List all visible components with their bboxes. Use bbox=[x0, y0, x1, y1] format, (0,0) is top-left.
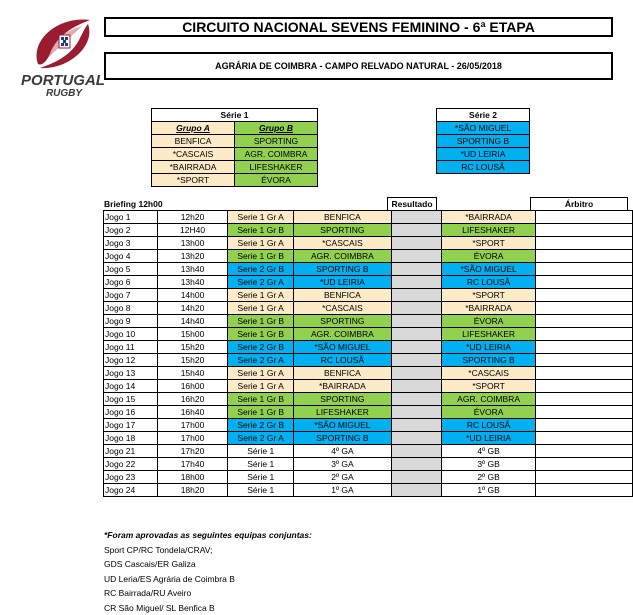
result-cell[interactable] bbox=[391, 367, 441, 380]
game-serie: Série 1 bbox=[228, 445, 294, 458]
joint-teams-notes bbox=[104, 528, 312, 615]
group-a-header: Grupo A bbox=[152, 122, 235, 135]
result-cell[interactable] bbox=[391, 393, 441, 406]
venue-subtitle: AGRÁRIA DE COIMBRA - CAMPO RELVADO NATURAL - 26/05/2018 bbox=[104, 52, 613, 80]
group-b-header: Grupo B bbox=[235, 122, 318, 135]
games-schedule-table bbox=[103, 210, 633, 497]
referee-cell[interactable] bbox=[535, 445, 632, 458]
group-a-team: *CASCAIS bbox=[152, 148, 235, 161]
game-number: Jogo 24 bbox=[104, 484, 158, 497]
team-home: *BAIRRADA bbox=[294, 380, 392, 393]
result-cell[interactable] bbox=[391, 276, 441, 289]
team-home: BENFICA bbox=[294, 211, 392, 224]
team-away: AGR. COIMBRA bbox=[442, 393, 536, 406]
game-serie: Serie 1 Gr B bbox=[228, 224, 294, 237]
game-serie: Serie 2 Gr B bbox=[228, 341, 294, 354]
team-home: 4º GA bbox=[294, 445, 392, 458]
team-away: *SPORT bbox=[442, 380, 536, 393]
referee-cell[interactable] bbox=[535, 250, 632, 263]
game-time: 17h00 bbox=[157, 419, 228, 432]
result-column-header: Resultado bbox=[387, 197, 437, 210]
referee-cell[interactable] bbox=[535, 484, 632, 497]
game-time: 18h00 bbox=[157, 471, 228, 484]
game-row bbox=[104, 250, 633, 263]
referee-cell[interactable] bbox=[535, 328, 632, 341]
game-time: 15h20 bbox=[157, 354, 228, 367]
game-row bbox=[104, 471, 633, 484]
result-cell[interactable] bbox=[391, 328, 441, 341]
referee-cell[interactable] bbox=[535, 211, 632, 224]
game-time: 12H40 bbox=[157, 224, 228, 237]
referee-cell[interactable] bbox=[535, 380, 632, 393]
referee-cell[interactable] bbox=[535, 354, 632, 367]
serie2-team: RC LOUSÃ bbox=[437, 161, 530, 174]
game-number: Jogo 5 bbox=[104, 263, 158, 276]
game-row bbox=[104, 224, 633, 237]
team-away: *SPORT bbox=[442, 289, 536, 302]
game-serie: Serie 2 Gr B bbox=[228, 263, 294, 276]
team-away: LIFESHAKER bbox=[442, 224, 536, 237]
game-row bbox=[104, 458, 633, 471]
result-cell[interactable] bbox=[391, 250, 441, 263]
team-home: SPORTING B bbox=[294, 432, 392, 445]
team-away: *CASCAIS bbox=[442, 367, 536, 380]
serie2-teams-table bbox=[436, 108, 530, 174]
result-cell[interactable] bbox=[391, 380, 441, 393]
game-serie: Serie 1 Gr B bbox=[228, 393, 294, 406]
game-number: Jogo 9 bbox=[104, 315, 158, 328]
referee-cell[interactable] bbox=[535, 367, 632, 380]
team-away: *SÃO MIGUEL bbox=[442, 263, 536, 276]
team-away: *UD LEIRIA bbox=[442, 341, 536, 354]
game-row bbox=[104, 302, 633, 315]
game-number: Jogo 6 bbox=[104, 276, 158, 289]
notes-heading: *Foram aprovadas as seguintes equipas conjuntas: bbox=[104, 528, 312, 543]
referee-cell[interactable] bbox=[535, 224, 632, 237]
briefing-label: Briefing 12h00 bbox=[104, 199, 163, 209]
team-away: *UD LEIRIA bbox=[442, 432, 536, 445]
game-row bbox=[104, 393, 633, 406]
game-serie: Série 1 bbox=[228, 458, 294, 471]
game-number: Jogo 12 bbox=[104, 354, 158, 367]
referee-cell[interactable] bbox=[535, 289, 632, 302]
referee-column-header: Árbitro bbox=[530, 197, 628, 210]
game-time: 16h40 bbox=[157, 406, 228, 419]
game-time: 17h00 bbox=[157, 432, 228, 445]
result-cell[interactable] bbox=[391, 302, 441, 315]
serie2-title: Série 2 bbox=[437, 109, 530, 122]
result-cell[interactable] bbox=[391, 289, 441, 302]
result-cell[interactable] bbox=[391, 354, 441, 367]
team-home: LIFESHAKER bbox=[294, 406, 392, 419]
referee-cell[interactable] bbox=[535, 458, 632, 471]
game-serie: Serie 1 Gr B bbox=[228, 250, 294, 263]
game-time: 13h40 bbox=[157, 276, 228, 289]
game-number: Jogo 22 bbox=[104, 458, 158, 471]
team-away: *BAIRRADA bbox=[442, 211, 536, 224]
game-serie: Serie 1 Gr A bbox=[228, 367, 294, 380]
game-time: 15h40 bbox=[157, 367, 228, 380]
game-number: Jogo 3 bbox=[104, 237, 158, 250]
team-home: BENFICA bbox=[294, 289, 392, 302]
group-a-team: *BAIRRADA bbox=[152, 161, 235, 174]
team-away: 2º GB bbox=[442, 471, 536, 484]
result-cell[interactable] bbox=[391, 263, 441, 276]
result-cell[interactable] bbox=[391, 484, 441, 497]
game-number: Jogo 14 bbox=[104, 380, 158, 393]
team-home: AGR. COIMBRA bbox=[294, 250, 392, 263]
game-number: Jogo 7 bbox=[104, 289, 158, 302]
referee-cell[interactable] bbox=[535, 471, 632, 484]
group-b-team: SPORTING bbox=[235, 135, 318, 148]
team-away: ÉVORA bbox=[442, 250, 536, 263]
game-time: 13h00 bbox=[157, 237, 228, 250]
game-number: Jogo 18 bbox=[104, 432, 158, 445]
logo-rugby-text: RUGBY bbox=[46, 88, 83, 99]
game-time: 12h20 bbox=[157, 211, 228, 224]
game-serie: Serie 1 Gr B bbox=[228, 406, 294, 419]
team-home: AGR. COIMBRA bbox=[294, 328, 392, 341]
game-serie: Serie 2 Gr A bbox=[228, 432, 294, 445]
team-home: *CASCAIS bbox=[294, 237, 392, 250]
team-away: LIFESHAKER bbox=[442, 328, 536, 341]
game-row bbox=[104, 419, 633, 432]
referee-cell[interactable] bbox=[535, 263, 632, 276]
game-number: Jogo 21 bbox=[104, 445, 158, 458]
result-cell[interactable] bbox=[391, 432, 441, 445]
game-serie: Serie 1 Gr A bbox=[228, 211, 294, 224]
serie2-team: SPORTING B bbox=[437, 135, 530, 148]
result-cell[interactable] bbox=[391, 445, 441, 458]
game-serie: Serie 1 Gr A bbox=[228, 302, 294, 315]
game-row bbox=[104, 289, 633, 302]
team-home: *SÃO MIGUEL bbox=[294, 419, 392, 432]
game-row bbox=[104, 341, 633, 354]
serie2-team: *SÃO MIGUEL bbox=[437, 122, 530, 135]
game-number: Jogo 15 bbox=[104, 393, 158, 406]
game-number: Jogo 8 bbox=[104, 302, 158, 315]
team-home: BENFICA bbox=[294, 367, 392, 380]
result-cell[interactable] bbox=[391, 471, 441, 484]
result-cell[interactable] bbox=[391, 237, 441, 250]
group-a-team: BENFICA bbox=[152, 135, 235, 148]
game-time: 14h40 bbox=[157, 315, 228, 328]
team-away: RC LOUSÃ bbox=[442, 276, 536, 289]
game-row bbox=[104, 237, 633, 250]
result-cell[interactable] bbox=[391, 211, 441, 224]
team-home: 1º GA bbox=[294, 484, 392, 497]
game-row bbox=[104, 276, 633, 289]
game-row bbox=[104, 315, 633, 328]
game-number: Jogo 4 bbox=[104, 250, 158, 263]
team-away: ÉVORA bbox=[442, 315, 536, 328]
team-home: *UD LEIRIA bbox=[294, 276, 392, 289]
team-away: ÉVORA bbox=[442, 406, 536, 419]
game-serie: Serie 1 Gr B bbox=[228, 315, 294, 328]
game-number: Jogo 17 bbox=[104, 419, 158, 432]
game-row bbox=[104, 354, 633, 367]
team-home: RC LOUSÃ bbox=[294, 354, 392, 367]
game-time: 16h00 bbox=[157, 380, 228, 393]
notes-line: GDS Cascais/ER Galiza bbox=[104, 557, 312, 572]
serie1-groups-table bbox=[151, 108, 318, 187]
game-time: 15h00 bbox=[157, 328, 228, 341]
team-home: *CASCAIS bbox=[294, 302, 392, 315]
serie1-title: Série 1 bbox=[152, 109, 318, 122]
notes-line: CR São Miguel/ SL Benfica B bbox=[104, 601, 312, 615]
team-home: SPORTING bbox=[294, 224, 392, 237]
team-away: *BAIRRADA bbox=[442, 302, 536, 315]
referee-cell[interactable] bbox=[535, 432, 632, 445]
game-serie: Serie 1 Gr A bbox=[228, 237, 294, 250]
team-away: SPORTING B bbox=[442, 354, 536, 367]
portugal-rugby-logo bbox=[18, 12, 108, 102]
referee-cell[interactable] bbox=[535, 419, 632, 432]
team-home: SPORTING bbox=[294, 393, 392, 406]
result-cell[interactable] bbox=[391, 315, 441, 328]
game-time: 14h00 bbox=[157, 289, 228, 302]
game-time: 17h40 bbox=[157, 458, 228, 471]
referee-cell[interactable] bbox=[535, 276, 632, 289]
referee-cell[interactable] bbox=[535, 237, 632, 250]
game-time: 15h20 bbox=[157, 341, 228, 354]
team-away: RC LOUSÃ bbox=[442, 419, 536, 432]
game-serie: Série 1 bbox=[228, 484, 294, 497]
game-row bbox=[104, 380, 633, 393]
team-home: SPORTING bbox=[294, 315, 392, 328]
rugby-ball-icon bbox=[18, 12, 108, 102]
game-serie: Serie 2 Gr A bbox=[228, 354, 294, 367]
game-row bbox=[104, 445, 633, 458]
referee-cell[interactable] bbox=[535, 315, 632, 328]
referee-cell[interactable] bbox=[535, 341, 632, 354]
team-home: 3º GA bbox=[294, 458, 392, 471]
team-away: *SPORT bbox=[442, 237, 536, 250]
game-serie: Serie 2 Gr B bbox=[228, 419, 294, 432]
referee-cell[interactable] bbox=[535, 302, 632, 315]
game-number: Jogo 13 bbox=[104, 367, 158, 380]
game-time: 17h20 bbox=[157, 445, 228, 458]
game-time: 16h20 bbox=[157, 393, 228, 406]
game-row bbox=[104, 367, 633, 380]
game-row bbox=[104, 328, 633, 341]
game-serie: Serie 1 Gr B bbox=[228, 328, 294, 341]
group-a-team: *SPORT bbox=[152, 174, 235, 187]
game-number: Jogo 2 bbox=[104, 224, 158, 237]
logo-portugal-text: PORTUGAL bbox=[21, 72, 105, 89]
game-time: 18h20 bbox=[157, 484, 228, 497]
notes-line: UD Leria/ES Agrária de Coimbra B bbox=[104, 572, 312, 587]
game-serie: Serie 1 Gr A bbox=[228, 380, 294, 393]
game-number: Jogo 1 bbox=[104, 211, 158, 224]
team-home: 2º GA bbox=[294, 471, 392, 484]
serie2-team: *UD LEIRIA bbox=[437, 148, 530, 161]
team-away: 4º GB bbox=[442, 445, 536, 458]
game-time: 14h20 bbox=[157, 302, 228, 315]
game-number: Jogo 23 bbox=[104, 471, 158, 484]
game-number: Jogo 11 bbox=[104, 341, 158, 354]
result-cell[interactable] bbox=[391, 419, 441, 432]
result-cell[interactable] bbox=[391, 224, 441, 237]
game-number: Jogo 10 bbox=[104, 328, 158, 341]
team-home: *SÃO MIGUEL bbox=[294, 341, 392, 354]
group-b-team: AGR. COIMBRA bbox=[235, 148, 318, 161]
notes-line: Sport CP/RC Tondela/CRAV; bbox=[104, 543, 312, 558]
team-away: 3º GB bbox=[442, 458, 536, 471]
game-row bbox=[104, 263, 633, 276]
notes-line: RC Bairrada/RU Aveiro bbox=[104, 586, 312, 601]
result-cell[interactable] bbox=[391, 406, 441, 419]
game-serie: Serie 1 Gr A bbox=[228, 289, 294, 302]
game-row bbox=[104, 484, 633, 497]
game-row bbox=[104, 432, 633, 445]
result-cell[interactable] bbox=[391, 341, 441, 354]
team-home: SPORTING B bbox=[294, 263, 392, 276]
result-cell[interactable] bbox=[391, 458, 441, 471]
game-time: 13h20 bbox=[157, 250, 228, 263]
game-row bbox=[104, 211, 633, 224]
referee-cell[interactable] bbox=[535, 393, 632, 406]
page-title: CIRCUITO NACIONAL SEVENS FEMININO - 6ª ETAPA bbox=[104, 17, 613, 37]
game-row bbox=[104, 406, 633, 419]
game-serie: Série 1 bbox=[228, 471, 294, 484]
group-b-team: ÉVORA bbox=[235, 174, 318, 187]
team-away: 1º GB bbox=[442, 484, 536, 497]
referee-cell[interactable] bbox=[535, 406, 632, 419]
game-number: Jogo 16 bbox=[104, 406, 158, 419]
game-time: 13h40 bbox=[157, 263, 228, 276]
game-serie: Serie 2 Gr A bbox=[228, 276, 294, 289]
group-b-team: LIFESHAKER bbox=[235, 161, 318, 174]
